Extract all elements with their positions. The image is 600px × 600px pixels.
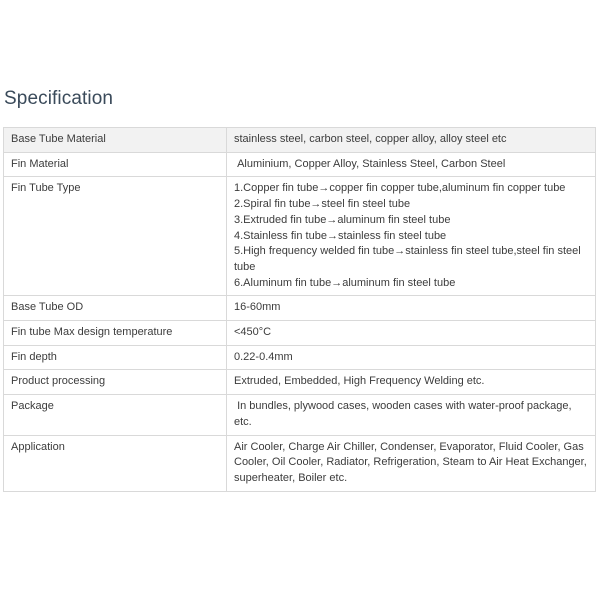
specification-table — [3, 127, 596, 492]
spec-label: Package — [4, 395, 227, 435]
spec-value — [227, 296, 596, 321]
spec-label: Base Tube OD — [4, 296, 227, 321]
spec-value-line: Extruded, Embedded, High Frequency Welding etc. — [234, 375, 485, 388]
spec-value-line: 4.Stainless fin tube→stainless fin steel tube — [234, 229, 447, 242]
table-row — [4, 296, 596, 321]
table-row — [4, 395, 596, 435]
spec-value — [227, 345, 596, 370]
spec-value-line: Air Cooler, Charge Air Chiller, Condenser, Evaporator, Fluid Cooler, Gas Cooler, Oil Cooler, Radiator, Refrigeration, Steam to Air Heat Exchanger, superheater, Boiler etc. — [234, 440, 587, 484]
table-row — [4, 152, 596, 177]
table-row — [4, 321, 596, 346]
spec-value-line: 1.Copper fin tube→copper fin copper tube,aluminum fin copper tube — [234, 182, 566, 195]
spec-value-line: 5.High frequency welded fin tube→stainless fin steel tube,steel fin steel tube — [234, 245, 581, 273]
spec-value-line: Aluminium, Copper Alloy, Stainless Steel, Carbon Steel — [234, 157, 506, 170]
spec-value-line: 2.Spiral fin tube→steel fin steel tube — [234, 198, 411, 211]
table-row — [4, 435, 596, 491]
table-row — [4, 128, 596, 153]
spec-value-line: 3.Extruded fin tube→aluminum fin steel tube — [234, 213, 451, 226]
spec-label: Base Tube Material — [4, 128, 227, 153]
spec-value-line: <450°C — [234, 326, 272, 339]
spec-value — [227, 152, 596, 177]
spec-value — [227, 321, 596, 346]
table-row — [4, 370, 596, 395]
spec-value — [227, 177, 596, 296]
spec-label: Fin depth — [4, 345, 227, 370]
spec-label: Fin Tube Type — [4, 177, 227, 296]
spec-value — [227, 370, 596, 395]
spec-value-line: stainless steel, carbon steel, copper alloy, alloy steel etc — [234, 133, 507, 145]
spec-label: Fin Material — [4, 152, 227, 177]
spec-label: Application — [4, 435, 227, 491]
page-title: Specification — [4, 88, 114, 109]
spec-value — [227, 395, 596, 435]
spec-value-line: 16-60mm — [234, 301, 281, 314]
table-row — [4, 177, 596, 296]
spec-value-line: 0.22-0.4mm — [234, 350, 293, 363]
spec-value — [227, 128, 596, 153]
table-row — [4, 345, 596, 370]
spec-value-line: In bundles, plywood cases, wooden cases with water-proof package, etc. — [234, 400, 575, 428]
spec-value — [227, 435, 596, 491]
spec-value-line: 6.Aluminum fin tube→aluminum fin steel tube — [234, 276, 456, 289]
spec-label: Fin tube Max design temperature — [4, 321, 227, 346]
spec-label: Product processing — [4, 370, 227, 395]
